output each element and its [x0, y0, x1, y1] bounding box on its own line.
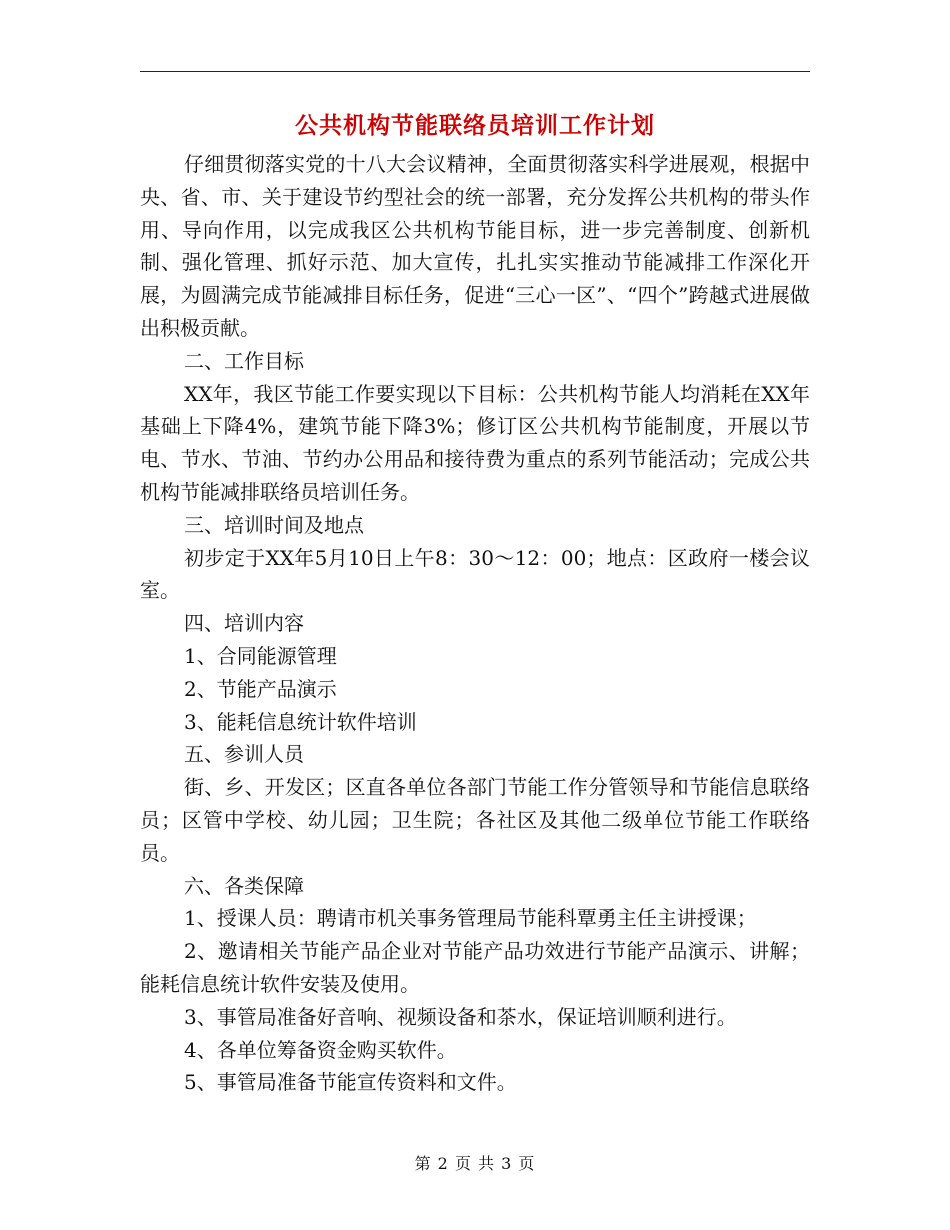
page-total: 3 — [501, 1154, 513, 1173]
header-rule — [140, 71, 810, 72]
page-number-footer — [0, 1152, 950, 1176]
page-label-suffix: 页 — [518, 1154, 536, 1173]
section-heading-time-place: 三、培训时间及地点 — [184, 512, 364, 537]
page-current: 2 — [437, 1154, 449, 1173]
section-heading-participants: 五、参训人员 — [184, 742, 304, 767]
page-label-mid: 页 共 — [454, 1154, 496, 1173]
content-item: 3、能耗信息统计软件培训 — [184, 709, 417, 734]
page-label-prefix: 第 — [414, 1154, 432, 1173]
section-heading-goals: 二、工作目标 — [184, 348, 304, 373]
support-item: 3、事管局准备好音响、视频设备和茶水，保证培训顺利进行。 — [184, 1004, 737, 1029]
content-item: 1、合同能源管理 — [184, 643, 337, 668]
support-item: 2、邀请相关节能产品企业对节能产品功效进行节能产品演示、讲解；能耗信息统计软件安装及使用。 — [140, 939, 810, 996]
section-heading-support: 六、各类保障 — [184, 873, 304, 898]
section-heading-content: 四、培训内容 — [184, 611, 304, 636]
document-title: 公共机构节能联络员培训工作计划 — [295, 112, 655, 139]
goals-paragraph: XX年，我区节能工作要实现以下目标：公共机构节能人均消耗在XX年基础上下降4%，建筑节能下降3%；修订区公共机构节能制度，开展以节电、节水、节油、节约办公用品和接待费为重点的系列节能活动；完成公共机构节能减排联络员培训任务。 — [140, 381, 810, 504]
content-item: 2、节能产品演示 — [184, 676, 337, 701]
participants-paragraph: 街、乡、开发区；区直各单位各部门节能工作分管领导和节能信息联络员；区管中学校、幼儿园；卫生院；各社区及其他二级单位节能工作联络员。 — [140, 775, 810, 865]
support-item: 5、事管局准备节能宣传资料和文件。 — [184, 1070, 517, 1095]
support-item: 1、授课人员：聘请市机关事务管理局节能科覃勇主任主讲授课； — [184, 906, 757, 931]
support-item: 4、各单位筹备资金购买软件。 — [184, 1037, 457, 1062]
document-body — [140, 148, 810, 1099]
time-place-paragraph: 初步定于XX年5月10日上午8：30～12：00；地点：区政府一楼会议室。 — [140, 545, 810, 603]
intro-paragraph: 仔细贯彻落实党的十八大会议精神，全面贯彻落实科学进展观，根据中央、省、市、关于建设节约型社会的统一部署，充分发挥公共机构的带头作用、导向作用，以完成我区公共机构节能目标，进一步完善制度、创新机制、强化管理、抓好示范、加大宣传，扎扎实实推动节能减排工作深化开展，为圆满完成节能减排目标任务，促进“三心一区”、“四个”跨越式进展做出积极贡献。 — [140, 152, 810, 340]
